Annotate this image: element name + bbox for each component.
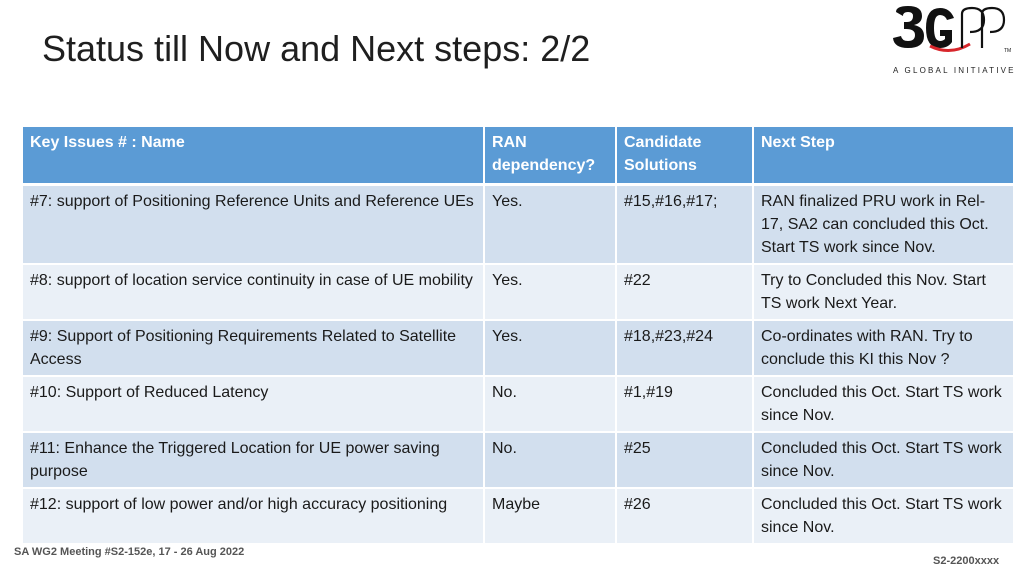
header-next-step: Next Step [753,127,1013,185]
header-candidate-solutions: Candidate Solutions [616,127,753,185]
table-row [23,185,1013,265]
svg-text:TM: TM [1004,48,1012,54]
header-ran-dependency: RAN dependency? [484,127,616,185]
cell-key-issue: #11: Enhance the Triggered Location for UE power saving purpose [23,432,484,488]
cell-next-step: Try to Concluded this Nov. Start TS work Next Year. [753,264,1013,320]
footer-doc-number: S2-2200xxxx [933,555,1000,567]
cell-candidate-solutions: #1,#19 [616,376,753,432]
header-key-issue: Key Issues # : Name [23,127,484,185]
cell-ran-dependency: No. [484,432,616,488]
status-table-wrapper [23,127,1013,545]
table-row [23,432,1013,488]
cell-ran-dependency: Yes. [484,264,616,320]
cell-next-step: Concluded this Oct. Start TS work since Nov. [753,488,1013,544]
cell-next-step: Concluded this Oct. Start TS work since Nov. [753,376,1013,432]
footer-meeting: SA WG2 Meeting #S2-152e, 17 - 26 Aug 2022 [14,546,245,558]
cell-candidate-solutions: #22 [616,264,753,320]
cell-ran-dependency: Yes. [484,320,616,376]
table-row [23,264,1013,320]
cell-key-issue: #10: Support of Reduced Latency [23,376,484,432]
slide-title: Status till Now and Next steps: 2/2 [42,28,591,69]
cell-ran-dependency: No. [484,376,616,432]
cell-next-step: RAN finalized PRU work in Rel-17, SA2 can concluded this Oct. Start TS work since Nov. [753,185,1013,265]
cell-key-issue: #7: support of Positioning Reference Units and Reference UEs [23,185,484,265]
cell-ran-dependency: Maybe [484,488,616,544]
cell-key-issue: #9: Support of Positioning Requirements Related to Satellite Access [23,320,484,376]
table-row [23,488,1013,544]
cell-candidate-solutions: #26 [616,488,753,544]
table-row [23,320,1013,376]
table-row [23,376,1013,432]
status-table [23,127,1013,545]
cell-candidate-solutions: #25 [616,432,753,488]
cell-next-step: Co-ordinates with RAN. Try to conclude this KI this Nov ? [753,320,1013,376]
table-header-row [23,127,1013,185]
logo-tagline: A GLOBAL INITIATIVE [893,66,1016,75]
cell-next-step: Concluded this Oct. Start TS work since Nov. [753,432,1013,488]
cell-candidate-solutions: #15,#16,#17; [616,185,753,265]
cell-ran-dependency: Yes. [484,185,616,265]
cell-key-issue: #12: support of low power and/or high accuracy positioning [23,488,484,544]
cell-key-issue: #8: support of location service continuity in case of UE mobility [23,264,484,320]
cell-candidate-solutions: #18,#23,#24 [616,320,753,376]
